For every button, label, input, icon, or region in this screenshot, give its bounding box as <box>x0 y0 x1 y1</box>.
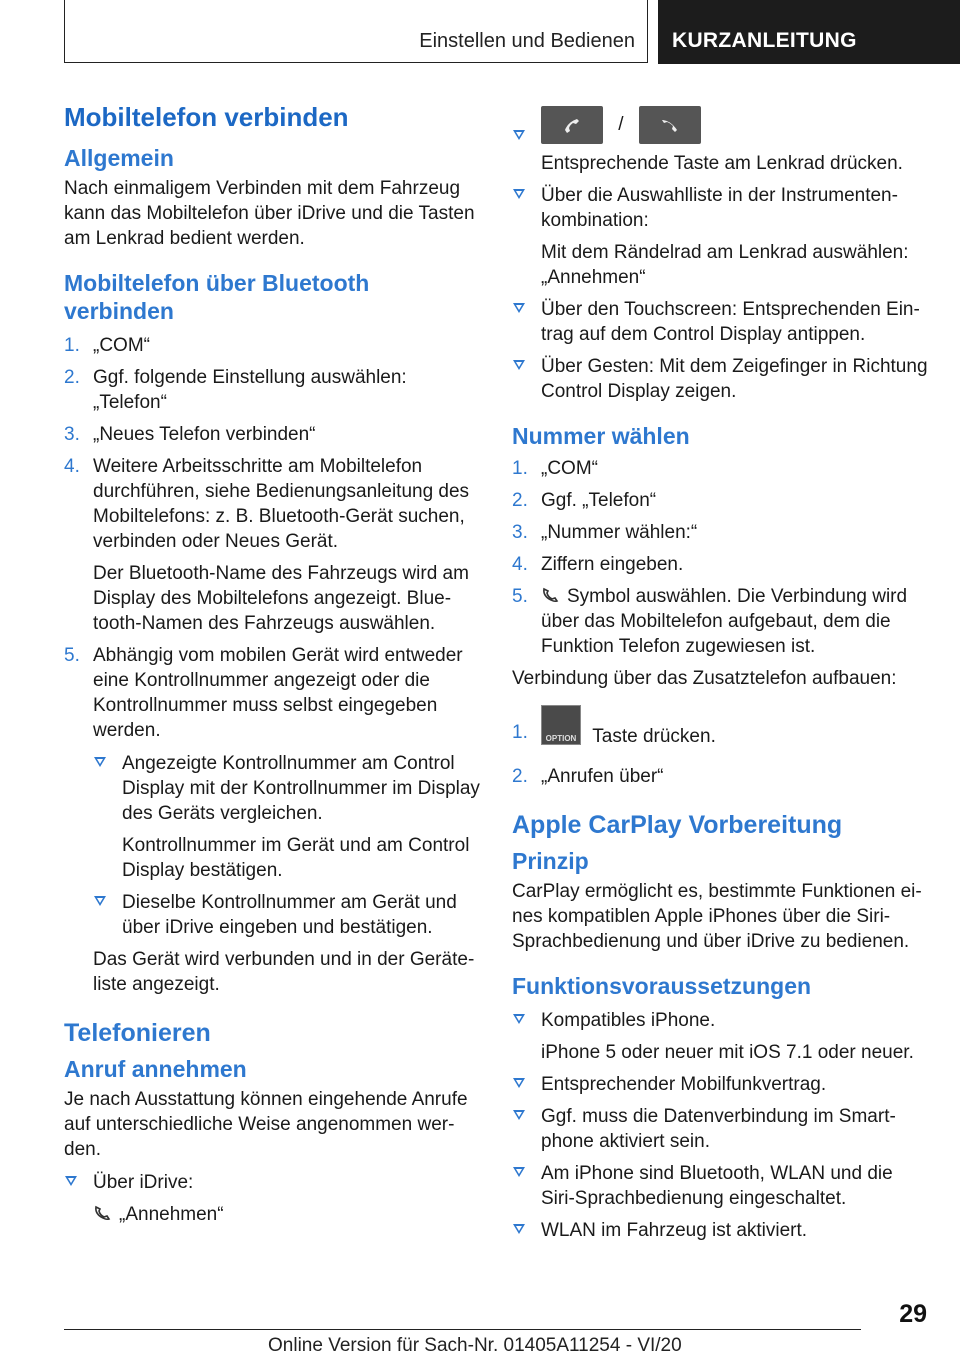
bullet-item <box>512 106 930 176</box>
triangle-bullet-icon <box>513 1014 525 1024</box>
page-number: 29 <box>899 1300 927 1328</box>
bullet-item: Entsprechender Mobilfunkvertrag. <box>512 1072 930 1097</box>
steering-call-button-image <box>541 106 603 144</box>
header-section-box <box>64 0 648 63</box>
option-button-image: OPTION <box>541 705 581 745</box>
list-item: 5. Abhängig vom mobilen Gerät wird entweder eine Kontrollnummer angezeigt oder die Kontrollnummer muss selbst eingegeben werden. Angezeigte Kontrollnummer am Control Display mit der Kontrollnummer im Display des Geräts vergleichen. Kontrollnummer im Gerät und am Control Display bestätigen. Dieselbe Kontrollnummer am Gerät und über iDrive eingeben und bestätigen. Das Gerät wird verbunden und in der Geräteliste angezeigt. <box>64 643 482 997</box>
para-anruf: Je nach Ausstattung können eingehende Anrufe auf unterschiedliche Weise angenommen werden. <box>64 1089 468 1160</box>
triangle-bullet-icon <box>513 360 525 370</box>
para-zusatztelefon: Verbindung über das Zusatztelefon aufbauen: <box>512 668 897 689</box>
triangle-bullet-icon <box>513 1110 525 1120</box>
bluetooth-steps <box>64 333 482 997</box>
bullet-item: Angezeigte Kontrollnummer am Control Display mit der Kontrollnummer im Display des Geräts vergleichen. Kontrollnummer im Gerät und am Control Display bestätigen. <box>93 751 482 883</box>
heading-prinzip: Prinzip <box>512 848 589 874</box>
slash: / <box>618 114 624 136</box>
list-item: 1. „COM“ <box>512 458 598 479</box>
bullet-note: Mit dem Rändelrad am Lenkrad auswählen: „Annehmen“ <box>541 242 909 288</box>
nummer-steps <box>512 456 930 659</box>
right-column <box>512 106 930 1250</box>
bullet-note: Entsprechende Taste am Lenkrad drücken. <box>541 153 903 174</box>
list-item: 2. Ggf. „Telefon“ <box>512 490 657 511</box>
triangle-bullet-icon <box>513 1167 525 1177</box>
heading-allgemein: Allgemein <box>64 145 174 171</box>
heading-bluetooth: Mobiltelefon über Bluetooth verbinden <box>64 270 370 324</box>
bullet-item: Über die Auswahlliste in der Instrumentenkombination: Mit dem Rändelrad am Lenkrad auswählen: „Annehmen“ <box>512 183 930 290</box>
footer-text: Online Version für Sach-Nr. 01405A11254 - VI/20 <box>268 1335 682 1356</box>
step5-note: Das Gerät wird verbunden und in der Geräteliste angezeigt. <box>93 949 475 995</box>
list-item: 5. Symbol auswählen. Die Verbindung wird über das Mobiltelefon aufgebaut, dem die Funktion Telefon zugewiesen ist. <box>512 586 908 657</box>
heading-funktionsvoraussetzungen: Funktionsvoraussetzungen <box>512 973 812 999</box>
phone-icon <box>93 1204 113 1222</box>
phone-accept-icon <box>559 112 585 138</box>
bullet-item: WLAN im Fahrzeug ist aktiviert. <box>512 1218 930 1243</box>
bullet-item: Über Gesten: Mit dem Zeigefinger in Richtung Control Display zeigen. <box>512 354 930 404</box>
triangle-bullet-icon <box>65 1176 77 1186</box>
triangle-bullet-icon <box>513 1078 525 1088</box>
bullet-note: Kontrollnummer im Gerät und am Control Display bestätigen. <box>122 835 470 881</box>
list-item: 4. Weitere Arbeitsschritte am Mobiltelefon durchführen, siehe Bedienungsanleitung des Mobiltelefons: z. B. Bluetooth-Gerät suchen, verbinden oder Neues Gerät. Der Bluetooth-Name des Fahrzeugs wird am Display des Mobiltelefons angezeigt. Bluetooth-Namen des Fahrzeugs auswählen. <box>64 454 482 636</box>
header-chapter-box <box>658 0 960 64</box>
list-item: 2. „Anrufen über“ <box>512 766 664 787</box>
step4-note: Der Bluetooth-Name des Fahrzeugs wird am Display des Mobiltelefons angezeigt. Bluetooth-Namen des Fahrzeugs auswählen. <box>93 563 469 634</box>
heading-apple-carplay: Apple CarPlay Vorbereitung <box>512 811 843 839</box>
triangle-bullet-icon <box>513 189 525 199</box>
triangle-bullet-icon <box>513 303 525 313</box>
left-column <box>64 100 482 1234</box>
triangle-bullet-icon <box>94 896 106 906</box>
bullet-item: Ggf. muss die Datenverbindung im Smartphone aktiviert sein. <box>512 1104 930 1154</box>
list-item: 1. „COM“ <box>64 335 150 356</box>
triangle-bullet-icon <box>513 130 525 140</box>
para-prinzip: CarPlay ermöglicht es, bestimmte Funktionen eines kompatiblen Apple iPhones über die Siri-Sprachbedienung und über iDrive zu bedienen. <box>512 881 922 952</box>
list-item: 3. „Nummer wählen:“ <box>512 522 698 543</box>
title-mobiltelefon-verbinden: Mobiltelefon verbinden <box>64 102 349 132</box>
list-item: 2. Ggf. folgende Einstellung auswählen: „Telefon“ <box>64 367 407 413</box>
heading-anruf-annehmen: Anruf annehmen <box>64 1056 247 1082</box>
footer-divider <box>64 1329 861 1330</box>
bullet-item: Am iPhone sind Bluetooth, WLAN und die Siri-Sprachbedienung eingeschaltet. <box>512 1161 930 1211</box>
bullet-note: iPhone 5 oder neuer mit iOS 7.1 oder neuer. <box>541 1042 914 1063</box>
bullet-item: Über iDrive: „Annehmen“ <box>64 1170 482 1227</box>
annehmen-label: „Annehmen“ <box>119 1204 224 1225</box>
phone-icon <box>541 586 561 604</box>
zusatz-steps <box>512 705 930 789</box>
heading-telefonieren: Telefonieren <box>64 1019 211 1047</box>
bullet-item: Über den Touchscreen: Entsprechenden Eintrag auf dem Control Display antippen. <box>512 297 930 347</box>
phone-hangup-icon <box>657 112 683 138</box>
bullet-item: Kompatibles iPhone. iPhone 5 oder neuer mit iOS 7.1 oder neuer. <box>512 1008 930 1065</box>
para-allgemein: Nach einmaligem Verbinden mit dem Fahrzeug kann das Mobiltelefon über iDrive und die Tasten am Lenkrad bedient werden. <box>64 178 475 249</box>
triangle-bullet-icon <box>94 757 106 767</box>
list-item: 1. OPTION Taste drücken. <box>512 705 930 757</box>
list-item: 3. „Neues Telefon verbinden“ <box>64 424 316 445</box>
list-item: 4. Ziffern eingeben. <box>512 554 684 575</box>
steering-hangup-button-image <box>639 106 701 144</box>
triangle-bullet-icon <box>513 1224 525 1234</box>
header-chapter: KURZANLEITUNG <box>672 29 857 52</box>
header-section: Einstellen und Bedienen <box>419 30 635 52</box>
bullet-item: Dieselbe Kontrollnummer am Gerät und über iDrive eingeben und bestätigen. <box>93 890 482 940</box>
heading-nummer-waehlen: Nummer wählen <box>512 423 690 449</box>
